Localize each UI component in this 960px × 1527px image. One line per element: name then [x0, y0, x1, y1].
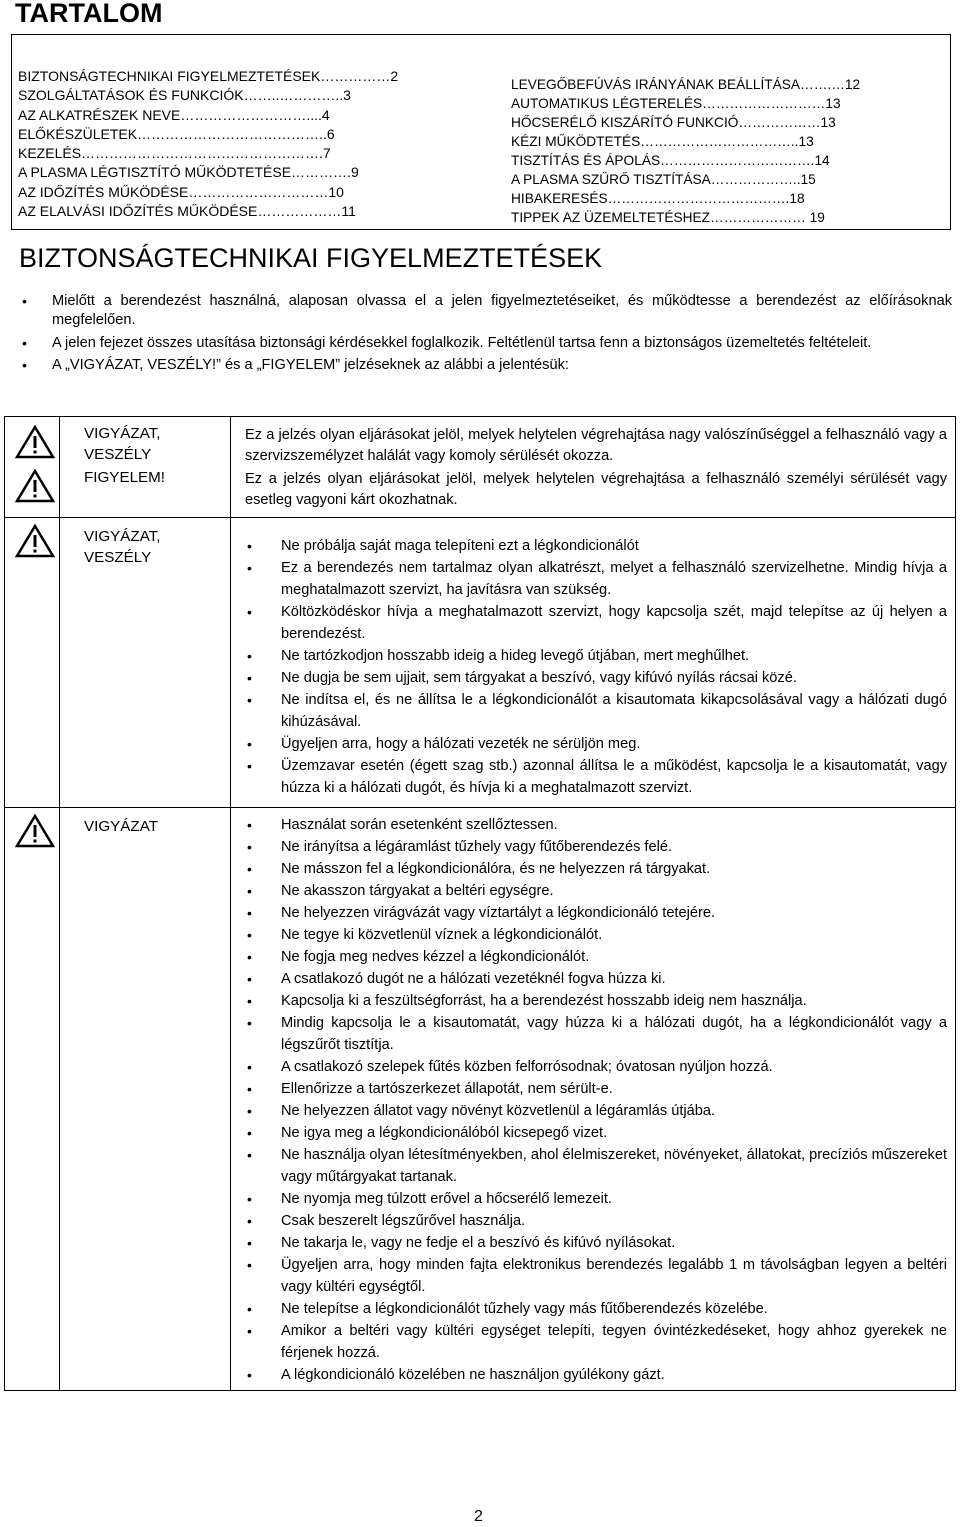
intro-list: [22, 292, 952, 378]
toc-entry: HIBAKERESÉS………………………………….18: [511, 191, 805, 206]
page-number: 2: [474, 1508, 483, 1525]
legend-texts: [231, 417, 956, 518]
warning-triangle-icon: [15, 469, 55, 503]
list-item: • Ne igya meg a légkondicionálóból kicsepegő vizet.: [245, 1122, 947, 1144]
toc-entry: ELŐKÉSZÜLETEK…………………………………..6: [18, 125, 335, 142]
list-item: • Ez a berendezés nem tartalmaz olyan alkatrészt, melyet a felhasználó szervizelhetne. Mindig hívja a meghatalmazott szervizt, ha javításra van szükség.: [245, 557, 947, 601]
intro-item: • Mielőtt a berendezést használná, alaposan olvassa el a jelen figyelmeztetéseiket, és működtesse a berendezést az előírásoknak megfelelően.: [22, 292, 952, 331]
list-item: • A csatlakozó szelepek fűtés közben felforrósodnak; óvatosan nyúljon hozzá.: [245, 1056, 947, 1078]
toc-entry: KEZELÉS…………………………………………….7: [18, 145, 331, 162]
list-item: • Ne tartózkodjon hosszabb ideig a hideg levegő útjában, mert meghűlhet.: [245, 645, 947, 667]
list-item: • Ügyeljen arra, hogy a hálózati vezeték ne sérüljön meg.: [245, 733, 947, 755]
list-item: • Ne dugja be sem ujjait, sem tárgyakat a beszívó, vagy kifúvó nyílás rácsai közé.: [245, 667, 947, 689]
caution-list: [245, 814, 947, 1386]
toc-entry: AZ ELALVÁSI IDŐZÍTÉS MŰKÖDÉSE………………11: [18, 203, 356, 220]
list-item: • Ne nyomja meg túlzott erővel a hőcserélő lemezeit.: [245, 1188, 947, 1210]
list-item: • Üzemzavar esetén (égett szag stb.) azonnal állítsa le a működést, kapcsolja le a kisautomatát, vagy húzza ki a hálózati dugót, és hívja ki a meghatalmazott szervizt.: [245, 755, 947, 799]
list-item: • Ne telepítse a légkondicionálót tűzhely vagy más fűtőberendezés közelébe.: [245, 1298, 947, 1320]
danger-label-cell: [60, 518, 231, 808]
caution-label: FIGYELEM!: [84, 469, 166, 486]
toc-entry: A PLASMA LÉGTISZTÍTÓ MŰKÖDTETÉSE………….9: [18, 164, 359, 181]
list-item: • Ne indítsa el, és ne állítsa le a légkondicionálót a kisautomata kikapcsolásával vagy a hálózati dugó kihúzásával.: [245, 689, 947, 733]
toc-entry: BIZTONSÁGTECHNIKAI FIGYELMEZTETÉSEK……………2: [18, 68, 399, 84]
toc-entry: AZ ALKATRÉSZEK NEVE………………………....4: [18, 106, 330, 123]
list-item: • Költözködéskor hívja a meghatalmazott szervizt, hogy kapcsolja szét, majd telepítse az új helyen a berendezést.: [245, 601, 947, 645]
toc-entry: AUTOMATIKUS LÉGTERELÉS………………………13: [511, 96, 841, 111]
danger-label: VIGYÁZAT,: [84, 528, 161, 545]
page-title: TARTALOM: [15, 0, 163, 28]
warning-triangle-icon: [15, 425, 55, 459]
list-item: • Ne takarja le, vagy ne fedje el a beszívó és kifúvó nyílásokat.: [245, 1232, 947, 1254]
danger-list: [245, 535, 947, 799]
list-item: • Ügyeljen arra, hogy minden fajta elektronikus berendezés legalább 1 m távolságban legyen a beltéri vagy kültéri egységtől.: [245, 1254, 947, 1298]
toc-entry: A PLASMA SZŰRŐ TISZTÍTÁSA………………..15: [511, 172, 816, 187]
list-item: • A csatlakozó dugót ne a hálózati vezetéknél fogva húzza ki.: [245, 968, 947, 990]
caution-label: VIGYÁZAT: [84, 818, 158, 835]
list-item: • Ne helyezzen állatot vagy növényt közvetlenül a légáramlás útjába.: [245, 1100, 947, 1122]
list-item: • Kapcsolja ki a feszültségforrást, ha a berendezést hosszabb ideig nem használja.: [245, 990, 947, 1012]
list-item: • A légkondicionáló közelében ne használjon gyúlékony gázt.: [245, 1364, 947, 1386]
toc-entry: LEVEGŐBEFÚVÁS IRÁNYÁNAK BEÁLLÍTÁSA…….…12: [511, 77, 861, 92]
list-item: • Használat során esetenként szellőztessen.: [245, 814, 947, 836]
list-item: • Ne használja olyan létesítményekben, ahol élelmiszereket, növényeket, állatokat, precíziós műszereket vagy műtárgyakat tartanak.: [245, 1144, 947, 1188]
legend-icons: [5, 417, 60, 518]
list-item: • Ellenőrizze a tartószerkezet állapotát, nem sérült-e.: [245, 1078, 947, 1100]
toc-entry: HŐCSERÉLŐ KISZÁRÍTÓ FUNKCIÓ………………13: [511, 115, 836, 130]
warning-triangle-icon: [15, 814, 55, 848]
warning-triangle-icon: [15, 524, 55, 558]
danger-label: VIGYÁZAT,: [84, 425, 161, 442]
danger-description: Ez a jelzés olyan eljárásokat jelöl, melyek helytelen végrehajtása nagy valószínűséggel a felhasználó vagy a szervizszemélyzet halálát vagy komoly sérülését okozza.: [245, 427, 947, 464]
section-heading: BIZTONSÁGTECHNIKAI FIGYELMEZTETÉSEK: [19, 243, 603, 273]
intro-item: • A jelen fejezet összes utasítása biztonsági kérdésekkel foglalkozik. Feltétlenül tartsa fenn a biztonságos üzemeltetés feltételeit.: [22, 334, 952, 353]
list-item: • Amikor a beltéri vagy kültéri egységet telepíti, tegyen óvintézkedéseket, hogy ahhoz gyerekek ne férjenek hozzá.: [245, 1320, 947, 1364]
toc-left-column: [18, 67, 398, 221]
intro-item: • A „VIGYÁZAT, VESZÉLY!” és a „FIGYELEM” jelzéseknek az alábbi a jelentésük:: [22, 356, 952, 375]
legend-labels: [60, 417, 231, 518]
caution-icon-cell: [5, 808, 60, 1391]
list-item: • Ne akasszon tárgyakat a beltéri egységre.: [245, 880, 947, 902]
caution-items-cell: [231, 808, 956, 1391]
danger-items-cell: [231, 518, 956, 808]
list-item: • Ne másszon fel a légkondicionálóra, és ne helyezzen rá tárgyakat.: [245, 858, 947, 880]
caution-description: Ez a jelzés olyan eljárásokat jelöl, melyek helytelen végrehajtása a felhasználó személyi sérülését vagy esetleg vagyoni kárt okozhatnak.: [245, 471, 947, 508]
warning-table: [4, 416, 956, 1391]
toc-entry: TISZTÍTÁS ÉS ÁPOLÁS…………………………….14: [511, 153, 830, 168]
toc-entry: AZ IDŐZÍTÉS MŰKÖDÉSE…………………………10: [18, 183, 344, 200]
danger-label: VESZÉLY: [84, 549, 152, 566]
list-item: • Ne irányítsa a légáramlást tűzhely vagy fűtőberendezés felé.: [245, 836, 947, 858]
danger-icon-cell: [5, 518, 60, 808]
toc-entry: KÉZI MŰKÖDTETÉS……………………………..13: [511, 134, 814, 149]
list-item: • Ne fogja meg nedves kézzel a légkondicionálót.: [245, 946, 947, 968]
list-item: • Ne próbálja saját maga telepíteni ezt a légkondicionálót: [245, 535, 947, 557]
list-item: • Csak beszerelt légszűrővel használja.: [245, 1210, 947, 1232]
toc-entry: TIPPEK AZ ÜZEMELTETÉSHEZ………………… 19: [511, 210, 825, 225]
list-item: • Ne tegye ki közvetlenül víznek a légkondicionálót.: [245, 924, 947, 946]
list-item: • Mindig kapcsolja le a kisautomatát, vagy húzza ki a hálózati dugót, ha a légkondicionálót vagy a légszűrőt tisztítja.: [245, 1012, 947, 1056]
list-item: • Ne helyezzen virágvázát vagy víztartályt a légkondicionáló tetejére.: [245, 902, 947, 924]
caution-label-cell: [60, 808, 231, 1391]
toc-right-column: [511, 75, 860, 227]
danger-label: VESZÉLY: [84, 446, 152, 463]
toc-entry: SZOLGÁLTATÁSOK ÉS FUNKCIÓK……..…………..3: [18, 87, 351, 104]
